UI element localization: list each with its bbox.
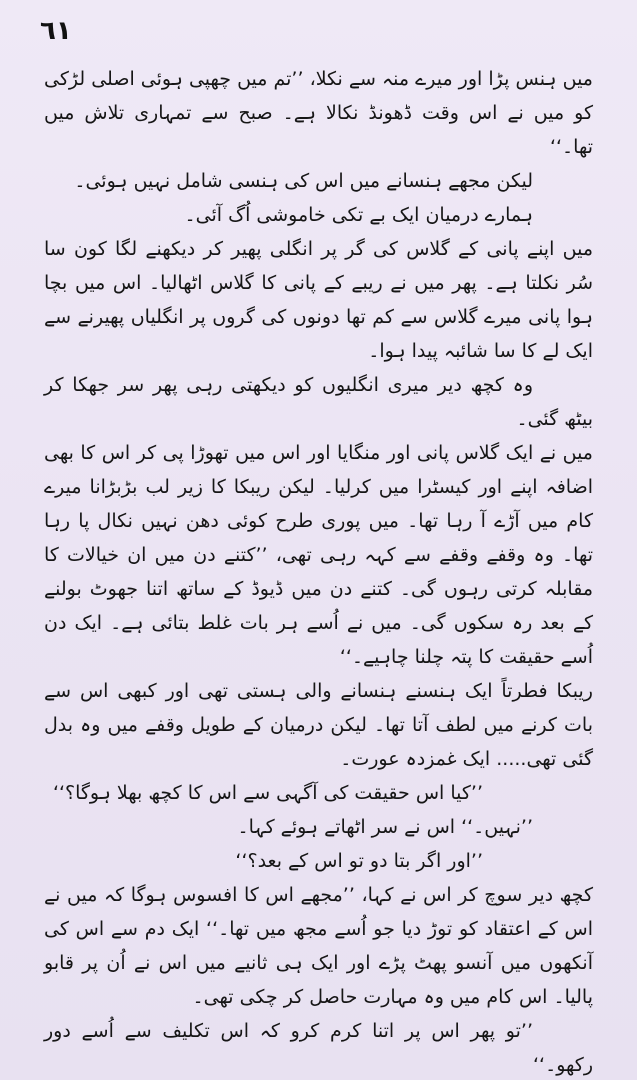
paragraph: ’’نہیں۔‘‘ اس نے سر اٹھاتے ہوئے کہا۔	[237, 816, 533, 838]
paragraph: میں اپنے پانی کے گلاس کی گر پر انگلی پھیر کر دیکھنے لگا کون سا سُر نکلتا ہے۔ پھر میں نے ریبے کے پانی کا گلاس اٹھالیا۔ اس میں بچا ہوا پانی میرے گلاس سے کم تھا دونوں کی گروں پر انگلیاں پھیرنے سے ایک لے کا سا شائبہ پیدا ہوا۔	[44, 238, 593, 362]
paragraph: وہ کچھ دیر میری انگلیوں کو دیکھتی رہی پھر سر جھکا کر بیٹھ گئی۔	[44, 374, 593, 430]
paragraph: میں نے ایک گلاس پانی اور منگایا اور اس میں تھوڑا پی کر اس کا بھی اضافہ اپنے اور کیسٹرا میں کرلیا۔ لیکن ریبکا کا زیر لب بڑبڑانا میرے کام میں آڑے آ رہا تھا۔ میں پوری طرح کوئی دھن نہیں نکال پا رہا تھا۔ وہ وقفے وقفے سے کہہ رہی تھی، ’’کتنے دن میں ان خیالات کا مقابلہ کرتی رہوں گی۔ کتنے دن میں ڈیوڈ کے ساتھ اتنا جھوٹ بولنے کے بعد رہ سکوں گی۔ میں نے اُسے ہر بات غلط بتائی ہے۔ ایک دن اُسے حقیقت کا پتہ چلنا چاہیے۔‘‘	[44, 442, 593, 668]
page-number: ٦١	[40, 16, 72, 46]
paragraph: ہمارے درمیان ایک بے تکی خاموشی اُگ آئی۔	[184, 204, 533, 226]
paragraph: میں ہنس پڑا اور میرے منہ سے نکلا، ’’تم میں چھپی ہوئی اصلی لڑکی کو میں نے اس وقت ڈھونڈ نکالا ہے۔ صبح سے تمہاری تلاش میں تھا۔‘‘	[44, 68, 593, 158]
paragraph: ریبکا فطرتاً ایک ہنسنے ہنسانے والی ہستی تھی اور کبھی اس سے بات کرنے میں لطف آتا تھا۔ لیکن درمیان کے طویل وقفے میں وہ بدل گئی تھی..... ایک غمزدہ عورت۔	[44, 680, 593, 770]
paragraph: کچھ دیر سوچ کر اس نے کہا، ’’مجھے اس کا افسوس ہوگا کہ میں نے اس کے اعتقاد کو توڑ دیا جو اُسے مجھ میں تھا۔‘‘ ایک دم سے اس کی آنکھوں میں آنسو پھٹ پڑے اور ایک ہی ثانیے میں اس نے اُن پر قابو پالیا۔ اس کام میں وہ مہارت حاصل کر چکی تھی۔	[44, 884, 593, 1008]
paragraph: لیکن مجھے ہنسانے میں اس کی ہنسی شامل نہیں ہوئی۔	[74, 170, 533, 192]
paragraph: ’’کیا اس حقیقت کی آگہی سے اس کا کچھ بھلا ہوگا؟‘‘	[52, 782, 483, 804]
body-text	[44, 62, 593, 1080]
paragraph: ’’اور اگر بتا دو تو اس کے بعد؟‘‘	[235, 850, 483, 872]
paragraph: ’’تو پھر اس پر اتنا کرم کرو کہ اس تکلیف سے اُسے دور رکھو۔‘‘	[44, 1020, 593, 1076]
